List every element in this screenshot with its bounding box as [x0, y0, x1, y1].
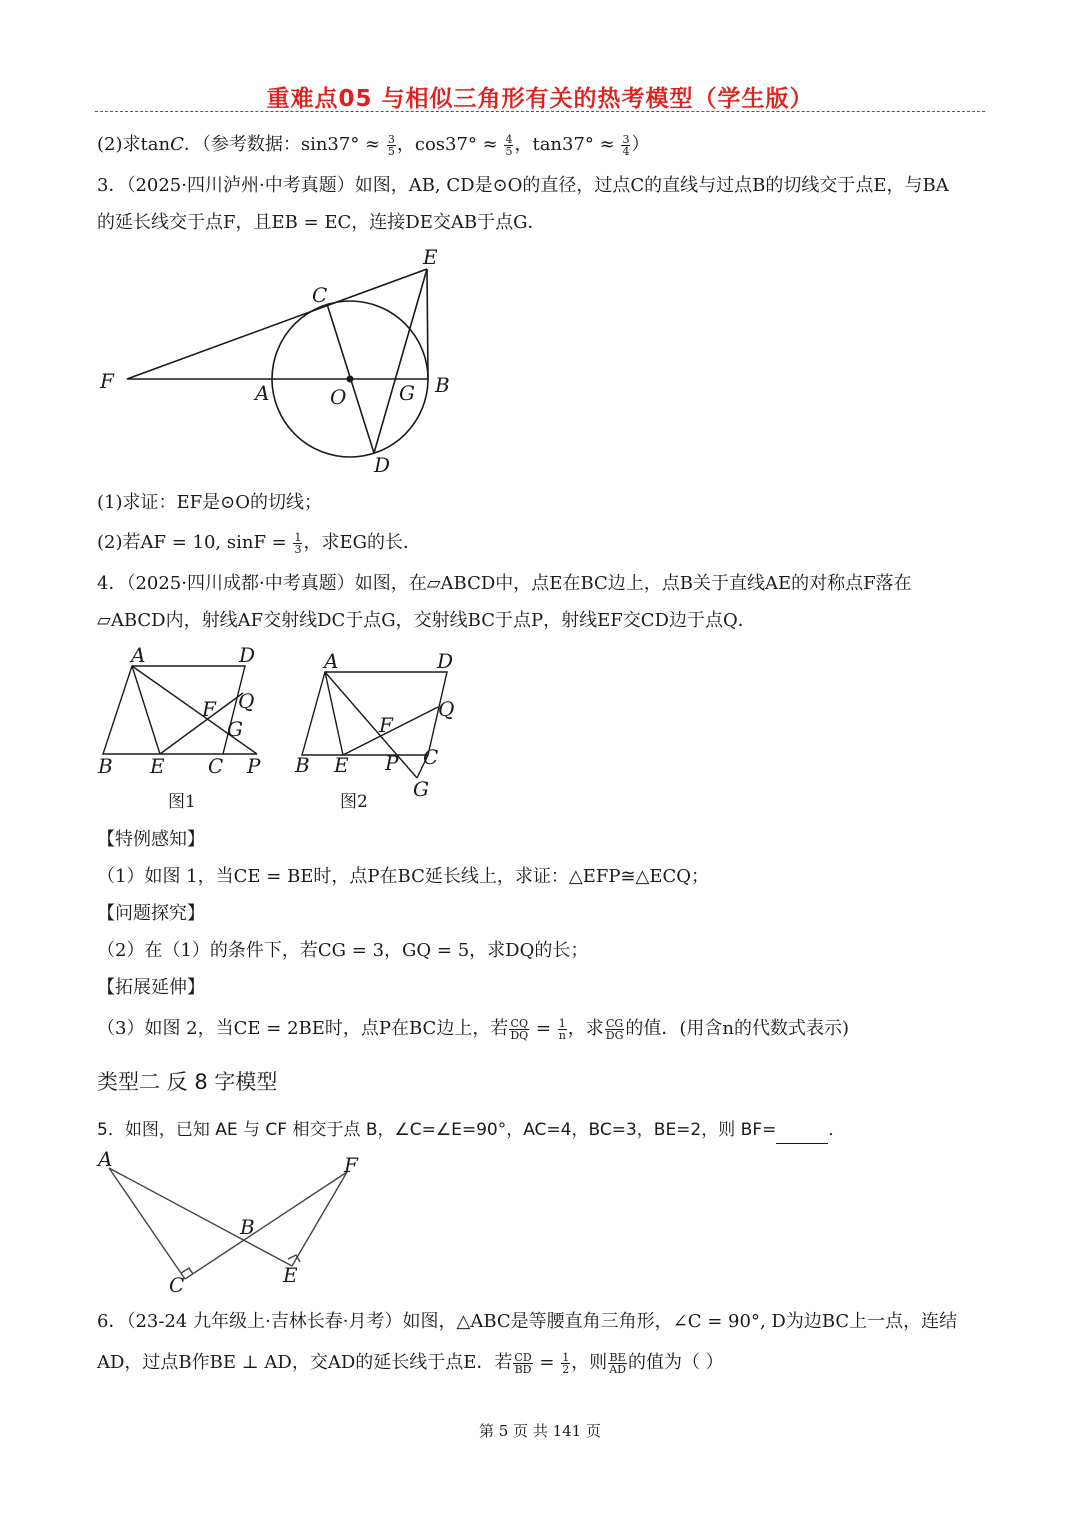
fraction: $\frac{CQ}{DQ}$ [510, 1016, 529, 1042]
q3-stem-line2: 的延长线交于点F，且EB = EC，连接DE交AB于点G． [97, 212, 546, 233]
q4-stem-line2: ▱ABCD内，射线AF交射线DC于点G，交射线BC于点P，射线EF交CD边于点Q． [97, 610, 756, 631]
q3-sub1: (1)求证：EF是⊙O的切线； [97, 492, 322, 513]
label-a: A [324, 649, 339, 673]
line-eb [427, 269, 428, 379]
label-d: D [239, 643, 256, 667]
q4-part2: （2）在（1）的条件下，若CG = 3，GQ = 5，求DQ的长； [97, 940, 589, 961]
label-c: C [312, 283, 328, 307]
fraction: $\frac{3}{5}$ [387, 132, 395, 158]
section-extension: 【拓展延伸】 [97, 977, 205, 998]
q2-part2: (2)求tanC．（参考数据：sin37° ≈ $\frac{3}{5}$ ，cos37° ≈ $\frac{4}{5}$ ，tan37° ≈ $\frac{3}{4}$ ） [97, 132, 650, 158]
label-q: Q [438, 697, 455, 721]
fraction: $\frac{3}{4}$ [622, 132, 630, 158]
q6-stem-line2: AD，过点B作BE ⊥ AD，交AD的延长线于点E．若 $\frac{CD}{BD}$ = $\frac{1}{2}$ ，则 $\frac{BE}{AD}$ 的值为（ ） [97, 1350, 724, 1376]
label-a: A [131, 643, 146, 667]
label-a: A [255, 381, 270, 405]
label-e: E [150, 754, 165, 778]
label-g: G [227, 717, 243, 741]
fraction: $\frac{1}{3}$ [294, 530, 302, 556]
fraction: $\frac{CD}{BD}$ [514, 1350, 532, 1376]
label-f: F [379, 713, 393, 737]
fraction: $\frac{BE}{AD}$ [609, 1350, 626, 1376]
label-f: F [202, 697, 216, 721]
center-o [347, 376, 354, 383]
label-q: Q [238, 689, 255, 713]
section-exploration: 【问题探究】 [97, 903, 205, 924]
label-b: B [295, 753, 310, 777]
label-c: C [169, 1273, 185, 1297]
q3-figure [95, 242, 475, 482]
label-p: P [385, 751, 399, 775]
fraction: $\frac{4}{5}$ [505, 132, 513, 158]
label-e: E [423, 245, 438, 269]
label-g: G [413, 777, 429, 801]
q4-part1: （1）如图 1，当CE = BE时，点P在BC延长线上，求证：△EFP≅△ECQ； [97, 866, 710, 887]
section-heading-type2: 类型二 反 8 字模型 [97, 1070, 278, 1094]
q4-part3: （3）如图 2，当CE = 2BE时，点P在BC边上，若 $\frac{CQ}{DQ}$ = $\frac{1}{n}$ ，求 $\frac{CG}{DG}$ 的值．(用含n的代数式表示) [97, 1016, 850, 1042]
label-a: A [98, 1148, 113, 1171]
fraction: $\frac{1}{2}$ [562, 1350, 570, 1376]
q4-figure-2 [290, 648, 470, 815]
label-d: D [437, 649, 454, 673]
q5-figure [95, 1148, 365, 1298]
label-e: E [334, 753, 349, 777]
line-ed [374, 269, 427, 453]
parallelogram [103, 666, 245, 754]
page-footer: 第 5 页 共 141 页 [478, 1422, 601, 1440]
q4-stem-line1: 4．（2025·四川成都·中考真题）如图，在▱ABCD中，点E在BC边上，点B关于直线AE的对称点F落在 [97, 573, 912, 594]
q5-stem: 5．如图，已知 AE 与 CF 相交于点 B，∠C=∠E=90°，AC=4，BC=3，BE=2，则 BF= ． [97, 1117, 845, 1144]
label-b: B [435, 373, 450, 397]
q3-sub2: (2)若AF = 10, sinF = $\frac{1}{3}$ ，求EG的长． [97, 530, 421, 556]
section-special-case: 【特例感知】 [97, 829, 205, 850]
label-b: B [240, 1215, 255, 1239]
q4-figure-1 [95, 640, 275, 815]
label-p: P [247, 754, 261, 778]
label-c: C [423, 745, 439, 769]
q6-stem-line1: 6．（23-24 九年级上·吉林长春·月考）如图，△ABC是等腰直角三角形，∠C = 90°, D为边BC上一点，连结 [97, 1311, 958, 1332]
label-b: B [98, 754, 113, 778]
fig2-caption: 图2 [340, 792, 368, 812]
label-g: G [399, 381, 415, 405]
label-o: O [330, 385, 347, 409]
label-f: F [344, 1153, 358, 1177]
fraction: $\frac{1}{n}$ [558, 1016, 566, 1042]
fraction: $\frac{CG}{DG}$ [605, 1016, 624, 1042]
label-d: D [374, 453, 391, 477]
page-title: 重难点05 与相似三角形有关的热考模型（学生版） [266, 86, 814, 112]
header-divider [95, 111, 985, 112]
label-c: C [208, 754, 224, 778]
line-fe [127, 269, 427, 379]
fig1-caption: 图1 [168, 792, 196, 812]
label-f: F [100, 369, 114, 393]
label-e: E [283, 1263, 298, 1287]
q3-stem-line1: 3．（2025·四川泸州·中考真题）如图，AB, CD是⊙O的直径，过点C的直线与过点B的切线交于点E，与BA [97, 175, 949, 196]
